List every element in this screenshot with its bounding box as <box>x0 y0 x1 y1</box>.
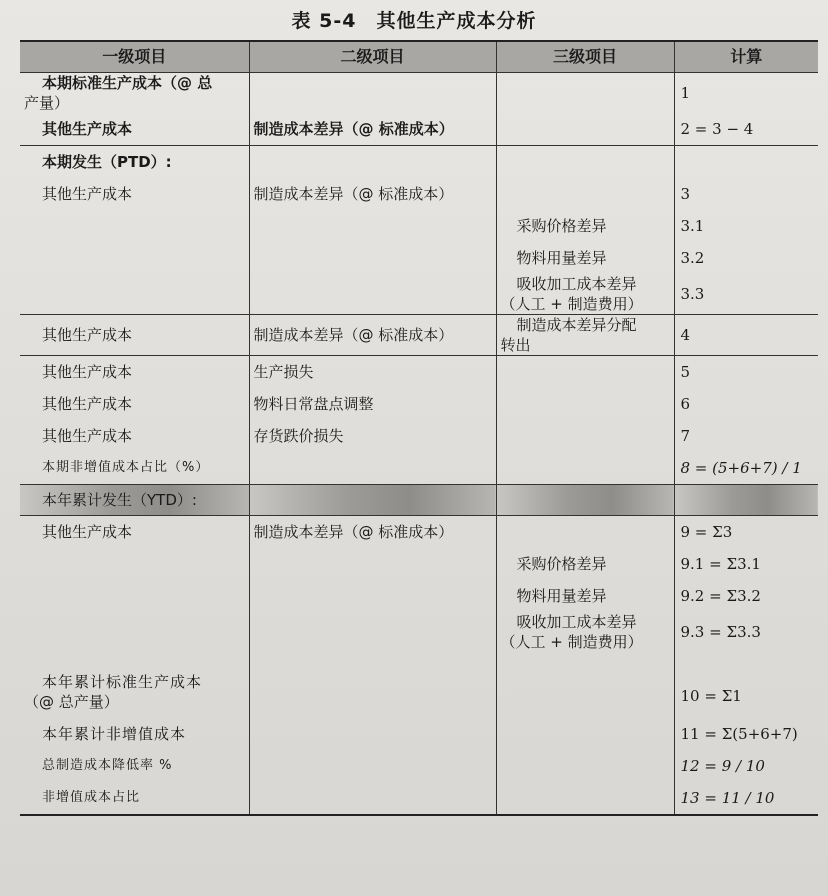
cell-level3 <box>496 146 674 179</box>
cell-level3 <box>496 356 674 389</box>
table-row <box>20 420 818 452</box>
table-row <box>20 178 818 210</box>
header-row <box>20 41 818 73</box>
cell-level2 <box>249 750 496 782</box>
table-row <box>20 485 818 516</box>
cell-level2: 制造成本差异（@ 标准成本） <box>249 516 496 549</box>
cell-level2 <box>249 210 496 242</box>
cell-level1: 本期发生（PTD）: <box>20 146 249 179</box>
cell-text: （人工 + 制造费用） <box>500 295 643 313</box>
cell-level2 <box>249 452 496 485</box>
cell-level3 <box>496 113 674 146</box>
cell-level3 <box>496 652 674 718</box>
cell-calc: 4 <box>674 315 818 356</box>
cell-level2 <box>249 274 496 315</box>
cell-calc: 3.3 <box>674 274 818 315</box>
cell-level2 <box>249 485 496 516</box>
cell-level2 <box>249 612 496 652</box>
cell-calc: 5 <box>674 356 818 389</box>
table-row <box>20 782 818 815</box>
cell-text: 本年累计标准生产成本 <box>42 673 203 691</box>
cell-level2: 制造成本差异（@ 标准成本） <box>249 113 496 146</box>
header-level2: 二级项目 <box>249 41 496 73</box>
cell-level1: 其他生产成本 <box>42 427 133 445</box>
cell-calc: 9.1 = Σ3.1 <box>674 548 818 580</box>
cell-level3: 采购价格差异 <box>496 210 674 242</box>
header-level3: 三级项目 <box>496 41 674 73</box>
cell-level1: 其他生产成本 <box>42 185 133 203</box>
table-row <box>20 580 818 612</box>
cell-level3 <box>496 178 674 210</box>
cell-level3 <box>496 420 674 452</box>
cell-level1: 其他生产成本 <box>42 395 133 413</box>
table-title: 表 5-4 其他生产成本分析 <box>291 10 537 32</box>
cell-calc <box>674 146 818 179</box>
cell-level1: 其他生产成本 <box>20 315 249 356</box>
cell-calc: 8 = (5+6+7) / 1 <box>674 452 818 485</box>
cell-level1: 其他生产成本 <box>42 120 133 138</box>
cell-level2 <box>249 146 496 179</box>
cell-level1 <box>20 548 249 580</box>
cell-level2: 生产损失 <box>249 356 496 389</box>
cell-level3 <box>496 750 674 782</box>
cell-level3 <box>496 612 674 652</box>
cell-level1: 本年累计非增值成本 <box>42 725 187 743</box>
cell-level1 <box>20 73 249 114</box>
cell-level2 <box>249 73 496 114</box>
cell-level1 <box>20 580 249 612</box>
cell-level2 <box>249 718 496 750</box>
cell-level1 <box>20 274 249 315</box>
table-row <box>20 652 818 718</box>
table-row <box>20 242 818 274</box>
cell-text: 转出 <box>500 336 531 354</box>
cell-level3 <box>496 782 674 815</box>
cell-text: 吸收加工成本差异 <box>516 275 637 293</box>
cell-level2 <box>249 242 496 274</box>
cell-text: （@ 总产量） <box>24 693 119 711</box>
cell-text: 产量） <box>24 94 70 112</box>
table-row <box>20 113 818 146</box>
cell-calc: 9.2 = Σ3.2 <box>674 580 818 612</box>
cell-level3: 采购价格差异 <box>496 548 674 580</box>
cell-level2 <box>249 580 496 612</box>
cell-calc: 3 <box>674 178 818 210</box>
table-row <box>20 548 818 580</box>
table-row <box>20 516 818 549</box>
cell-level1: 本期非增值成本占比（%） <box>42 460 210 475</box>
cell-calc: 2 = 3 − 4 <box>674 113 818 146</box>
header-level1: 一级项目 <box>20 41 249 73</box>
cell-calc: 3.2 <box>674 242 818 274</box>
cell-text: 吸收加工成本差异 <box>516 613 637 631</box>
table-row <box>20 718 818 750</box>
cell-calc: 11 = Σ(5+6+7) <box>674 718 818 750</box>
cell-calc: 13 = 11 / 10 <box>674 782 818 815</box>
cell-level3: 物料用量差异 <box>496 242 674 274</box>
cell-level3 <box>496 73 674 114</box>
table-row <box>20 210 818 242</box>
cell-calc: 3.1 <box>674 210 818 242</box>
table-row <box>20 388 818 420</box>
cell-level2: 物料日常盘点调整 <box>249 388 496 420</box>
table-row <box>20 274 818 315</box>
cell-level1 <box>20 242 249 274</box>
cell-level3: 物料用量差异 <box>496 580 674 612</box>
cell-level3 <box>496 274 674 315</box>
table-row <box>20 452 818 485</box>
cell-calc: 9 = Σ3 <box>674 516 818 549</box>
cell-calc: 10 = Σ1 <box>674 652 818 718</box>
cell-level2 <box>249 652 496 718</box>
cell-text: 制造成本差异分配 <box>516 316 637 334</box>
header-calc: 计算 <box>674 41 818 73</box>
cell-calc: 1 <box>674 73 818 114</box>
cell-level3 <box>496 452 674 485</box>
cell-text: （人工 + 制造费用） <box>500 633 643 651</box>
cell-calc: 6 <box>674 388 818 420</box>
cost-analysis-table <box>20 40 818 816</box>
cell-level1: 总制造成本降低率 % <box>42 758 173 773</box>
cell-calc: 9.3 = Σ3.3 <box>674 612 818 652</box>
table-row <box>20 750 818 782</box>
cell-level2 <box>249 548 496 580</box>
cell-level3 <box>496 516 674 549</box>
cell-level3 <box>496 315 674 356</box>
cell-level3 <box>496 388 674 420</box>
cell-text: 本期标准生产成本（@ 总 <box>42 74 213 92</box>
cell-level2 <box>249 782 496 815</box>
table-row <box>20 146 818 179</box>
cell-level2: 存货跌价损失 <box>249 420 496 452</box>
cell-level3 <box>496 485 674 516</box>
cell-level2: 制造成本差异（@ 标准成本） <box>249 178 496 210</box>
cell-level1 <box>20 612 249 652</box>
cell-level2: 制造成本差异（@ 标准成本） <box>249 315 496 356</box>
table-row <box>20 356 818 389</box>
table-row <box>20 612 818 652</box>
cell-level1 <box>20 210 249 242</box>
cell-calc: 7 <box>674 420 818 452</box>
cell-level1 <box>20 652 249 718</box>
cell-level1: 其他生产成本 <box>20 516 249 549</box>
cell-level3 <box>496 718 674 750</box>
cell-level1: 其他生产成本 <box>20 356 249 389</box>
table-row <box>20 73 818 114</box>
cell-calc: 12 = 9 / 10 <box>674 750 818 782</box>
cell-level1: 本年累计发生（YTD）: <box>20 485 249 516</box>
cell-level1: 非增值成本占比 <box>20 782 249 815</box>
table-row <box>20 315 818 356</box>
cell-calc <box>674 485 818 516</box>
